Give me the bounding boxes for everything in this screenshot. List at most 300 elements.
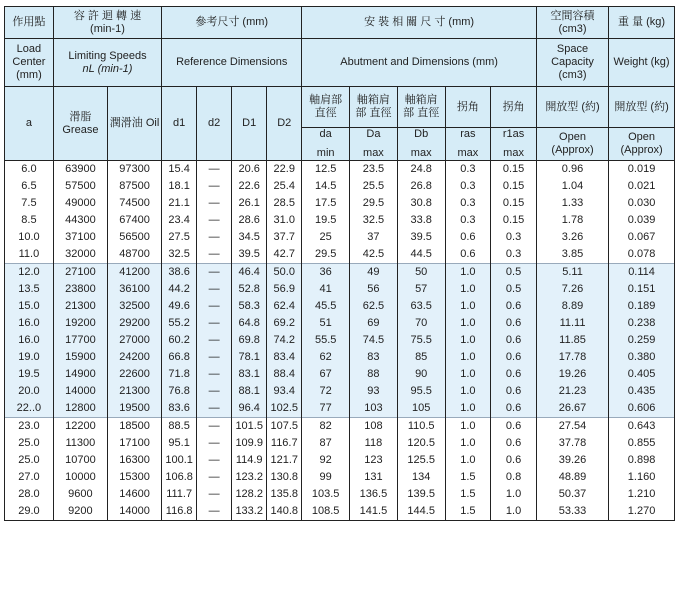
cell-a: 19.5 <box>5 366 54 383</box>
cell-D1: 128.2 <box>232 486 267 503</box>
cell-D2: 25.4 <box>267 178 302 195</box>
cell-oil: 22600 <box>107 366 161 383</box>
cell-D2: 135.8 <box>267 486 302 503</box>
col-header-space-cjk: 開放型 (約) <box>536 87 608 128</box>
cell-a: 6.0 <box>5 161 54 179</box>
table-row <box>5 452 675 469</box>
cell-weight: 0.435 <box>609 383 675 400</box>
cell-weight: 0.855 <box>609 435 675 452</box>
cell-d2: — <box>197 212 232 229</box>
cell-Db: 105 <box>397 400 445 418</box>
cell-Da: 42.5 <box>350 246 398 264</box>
cell-ras: 1.0 <box>445 366 491 383</box>
cell-grease: 12800 <box>53 400 107 418</box>
cell-da: 87 <box>302 435 350 452</box>
cell-da: 25 <box>302 229 350 246</box>
cell-r1as: 0.6 <box>491 298 537 315</box>
cell-da: 41 <box>302 281 350 298</box>
cell-r1as: 0.5 <box>491 281 537 298</box>
table-row <box>5 229 675 246</box>
cell-Da: 136.5 <box>350 486 398 503</box>
cell-Da: 29.5 <box>350 195 398 212</box>
cell-Db: 75.5 <box>397 332 445 349</box>
cell-weight: 0.380 <box>609 349 675 366</box>
cell-ras: 1.0 <box>445 281 491 298</box>
hdr-space-capacity-cjk: 空間容積 (cm3) <box>536 7 608 39</box>
cell-oil: 67400 <box>107 212 161 229</box>
col-header-r1as-cjk: 拐角 <box>491 87 537 128</box>
cell-Db: 44.5 <box>397 246 445 264</box>
cell-space: 8.89 <box>536 298 608 315</box>
cell-space: 39.26 <box>536 452 608 469</box>
cell-Da: 103 <box>350 400 398 418</box>
cell-space: 7.26 <box>536 281 608 298</box>
table-row <box>5 195 675 212</box>
cell-space: 1.33 <box>536 195 608 212</box>
bearing-spec-table-wrapper <box>4 6 675 521</box>
cell-Da: 118 <box>350 435 398 452</box>
cell-weight: 0.039 <box>609 212 675 229</box>
cell-space: 50.37 <box>536 486 608 503</box>
cell-ras: 0.3 <box>445 212 491 229</box>
col-header-r1as: r1as max <box>491 128 537 161</box>
cell-ras: 0.6 <box>445 246 491 264</box>
cell-a: 20.0 <box>5 383 54 400</box>
cell-ras: 1.0 <box>445 332 491 349</box>
cell-Db: 63.5 <box>397 298 445 315</box>
cell-da: 29.5 <box>302 246 350 264</box>
cell-D1: 58.3 <box>232 298 267 315</box>
cell-d2: — <box>197 503 232 521</box>
cell-a: 12.0 <box>5 264 54 282</box>
cell-a: 13.5 <box>5 281 54 298</box>
cell-Db: 144.5 <box>397 503 445 521</box>
cell-D2: 74.2 <box>267 332 302 349</box>
cell-d2: — <box>197 264 232 282</box>
cell-a: 16.0 <box>5 315 54 332</box>
cell-r1as: 0.3 <box>491 246 537 264</box>
cell-da: 51 <box>302 315 350 332</box>
cell-da: 108.5 <box>302 503 350 521</box>
cell-a: 16.0 <box>5 332 54 349</box>
cell-space: 53.33 <box>536 503 608 521</box>
cell-da: 99 <box>302 469 350 486</box>
cell-Db: 120.5 <box>397 435 445 452</box>
cell-grease: 17700 <box>53 332 107 349</box>
cell-r1as: 0.5 <box>491 264 537 282</box>
table-row <box>5 332 675 349</box>
cell-oil: 36100 <box>107 281 161 298</box>
cell-d2: — <box>197 452 232 469</box>
cell-Db: 134 <box>397 469 445 486</box>
cell-d2: — <box>197 246 232 264</box>
cell-D2: 140.8 <box>267 503 302 521</box>
cell-d1: 95.1 <box>162 435 197 452</box>
cell-space: 1.78 <box>536 212 608 229</box>
cell-grease: 10700 <box>53 452 107 469</box>
cell-space: 26.67 <box>536 400 608 418</box>
cell-weight: 0.238 <box>609 315 675 332</box>
cell-d2: — <box>197 332 232 349</box>
cell-r1as: 0.6 <box>491 349 537 366</box>
cell-d1: 49.6 <box>162 298 197 315</box>
cell-oil: 41200 <box>107 264 161 282</box>
cell-D2: 130.8 <box>267 469 302 486</box>
cell-d2: — <box>197 400 232 418</box>
cell-weight: 0.151 <box>609 281 675 298</box>
cell-D2: 31.0 <box>267 212 302 229</box>
table-row <box>5 264 675 282</box>
cell-weight: 0.114 <box>609 264 675 282</box>
cell-d2: — <box>197 298 232 315</box>
cell-ras: 0.3 <box>445 178 491 195</box>
cell-da: 45.5 <box>302 298 350 315</box>
hdr-limiting-speeds-en: Limiting Speeds nL (min-1) <box>53 39 161 87</box>
cell-D1: 28.6 <box>232 212 267 229</box>
col-header-D1: D1 <box>232 87 267 161</box>
cell-grease: 11300 <box>53 435 107 452</box>
cell-ras: 1.5 <box>445 503 491 521</box>
cell-Db: 70 <box>397 315 445 332</box>
cell-Da: 83 <box>350 349 398 366</box>
cell-Da: 93 <box>350 383 398 400</box>
cell-da: 17.5 <box>302 195 350 212</box>
cell-weight: 0.189 <box>609 298 675 315</box>
cell-r1as: 0.6 <box>491 418 537 436</box>
cell-Da: 74.5 <box>350 332 398 349</box>
col-header-D2: D2 <box>267 87 302 161</box>
cell-d1: 106.8 <box>162 469 197 486</box>
col-header-da-cjk: 軸肩部 直徑 <box>302 87 350 128</box>
cell-d1: 66.8 <box>162 349 197 366</box>
cell-r1as: 0.6 <box>491 332 537 349</box>
cell-r1as: 0.15 <box>491 195 537 212</box>
hdr-weight-en: Weight (kg) <box>609 39 675 87</box>
cell-a: 7.5 <box>5 195 54 212</box>
cell-grease: 44300 <box>53 212 107 229</box>
cell-r1as: 1.0 <box>491 503 537 521</box>
cell-space: 3.26 <box>536 229 608 246</box>
table-body <box>5 161 675 521</box>
cell-D1: 78.1 <box>232 349 267 366</box>
cell-space: 11.85 <box>536 332 608 349</box>
cell-oil: 14600 <box>107 486 161 503</box>
cell-r1as: 0.15 <box>491 212 537 229</box>
cell-D2: 56.9 <box>267 281 302 298</box>
cell-space: 11.11 <box>536 315 608 332</box>
cell-d2: — <box>197 383 232 400</box>
cell-ras: 1.0 <box>445 418 491 436</box>
cell-D1: 83.1 <box>232 366 267 383</box>
cell-Da: 123 <box>350 452 398 469</box>
cell-grease: 19200 <box>53 315 107 332</box>
cell-oil: 17100 <box>107 435 161 452</box>
table-row <box>5 212 675 229</box>
cell-d2: — <box>197 315 232 332</box>
hdr-load-center-cjk: 作用點 <box>5 7 54 39</box>
cell-D2: 50.0 <box>267 264 302 282</box>
cell-weight: 0.405 <box>609 366 675 383</box>
cell-da: 36 <box>302 264 350 282</box>
cell-da: 55.5 <box>302 332 350 349</box>
cell-ras: 1.0 <box>445 349 491 366</box>
cell-space: 21.23 <box>536 383 608 400</box>
cell-a: 23.0 <box>5 418 54 436</box>
cell-d1: 71.8 <box>162 366 197 383</box>
cell-weight: 1.270 <box>609 503 675 521</box>
cell-a: 28.0 <box>5 486 54 503</box>
cell-D2: 28.5 <box>267 195 302 212</box>
cell-grease: 12200 <box>53 418 107 436</box>
cell-d2: — <box>197 486 232 503</box>
cell-D1: 96.4 <box>232 400 267 418</box>
hdr-limiting-speeds-cjk: 容 許 迴 轉 速 (min-1) <box>53 7 161 39</box>
cell-r1as: 0.6 <box>491 435 537 452</box>
cell-Db: 90 <box>397 366 445 383</box>
col-header-oil: 潤滑油 Oil <box>107 87 161 161</box>
cell-oil: 19500 <box>107 400 161 418</box>
cell-grease: 63900 <box>53 161 107 179</box>
table-row <box>5 383 675 400</box>
cell-d1: 38.6 <box>162 264 197 282</box>
cell-r1as: 0.6 <box>491 366 537 383</box>
cell-D1: 64.8 <box>232 315 267 332</box>
cell-D1: 101.5 <box>232 418 267 436</box>
cell-ras: 1.5 <box>445 486 491 503</box>
table-row <box>5 281 675 298</box>
cell-space: 37.78 <box>536 435 608 452</box>
cell-D2: 83.4 <box>267 349 302 366</box>
cell-Da: 131 <box>350 469 398 486</box>
cell-grease: 15900 <box>53 349 107 366</box>
cell-D2: 37.7 <box>267 229 302 246</box>
cell-r1as: 0.3 <box>491 229 537 246</box>
cell-D1: 22.6 <box>232 178 267 195</box>
table-row <box>5 246 675 264</box>
cell-d1: 83.6 <box>162 400 197 418</box>
hdr-reference-dimensions-en: Reference Dimensions <box>162 39 302 87</box>
cell-grease: 32000 <box>53 246 107 264</box>
cell-Da: 88 <box>350 366 398 383</box>
cell-d1: 111.7 <box>162 486 197 503</box>
cell-oil: 14000 <box>107 503 161 521</box>
cell-r1as: 0.15 <box>491 178 537 195</box>
cell-d2: — <box>197 161 232 179</box>
cell-Db: 125.5 <box>397 452 445 469</box>
cell-Db: 110.5 <box>397 418 445 436</box>
cell-da: 103.5 <box>302 486 350 503</box>
table-row <box>5 435 675 452</box>
cell-da: 19.5 <box>302 212 350 229</box>
table-header <box>5 7 675 161</box>
cell-d1: 18.1 <box>162 178 197 195</box>
cell-d1: 88.5 <box>162 418 197 436</box>
cell-ras: 1.0 <box>445 400 491 418</box>
cell-a: 27.0 <box>5 469 54 486</box>
cell-D2: 88.4 <box>267 366 302 383</box>
cell-d2: — <box>197 281 232 298</box>
cell-D2: 121.7 <box>267 452 302 469</box>
cell-D2: 69.2 <box>267 315 302 332</box>
cell-Db: 26.8 <box>397 178 445 195</box>
cell-weight: 0.019 <box>609 161 675 179</box>
cell-D1: 88.1 <box>232 383 267 400</box>
cell-space: 17.78 <box>536 349 608 366</box>
cell-grease: 9200 <box>53 503 107 521</box>
cell-oil: 18500 <box>107 418 161 436</box>
cell-r1as: 0.8 <box>491 469 537 486</box>
table-row <box>5 161 675 179</box>
cell-d1: 100.1 <box>162 452 197 469</box>
cell-d2: — <box>197 469 232 486</box>
cell-D1: 69.8 <box>232 332 267 349</box>
cell-Db: 24.8 <box>397 161 445 179</box>
cell-D1: 123.2 <box>232 469 267 486</box>
table-row <box>5 298 675 315</box>
cell-oil: 29200 <box>107 315 161 332</box>
cell-oil: 48700 <box>107 246 161 264</box>
cell-a: 25.0 <box>5 452 54 469</box>
cell-a: 10.0 <box>5 229 54 246</box>
col-header-ras: ras max <box>445 128 491 161</box>
col-header-d1: d1 <box>162 87 197 161</box>
cell-ras: 0.3 <box>445 161 491 179</box>
col-header-Da-cjk: 軸箱肩 部 直徑 <box>350 87 398 128</box>
cell-a: 19.0 <box>5 349 54 366</box>
cell-ras: 0.6 <box>445 229 491 246</box>
cell-Da: 108 <box>350 418 398 436</box>
cell-weight: 0.021 <box>609 178 675 195</box>
cell-D1: 109.9 <box>232 435 267 452</box>
cell-oil: 56500 <box>107 229 161 246</box>
bearing-spec-table <box>4 6 675 521</box>
col-header-grease: 滑脂 Grease <box>53 87 107 161</box>
cell-space: 19.26 <box>536 366 608 383</box>
cell-grease: 10000 <box>53 469 107 486</box>
cell-grease: 23800 <box>53 281 107 298</box>
table-row <box>5 418 675 436</box>
cell-da: 14.5 <box>302 178 350 195</box>
cell-d2: — <box>197 178 232 195</box>
cell-d2: — <box>197 229 232 246</box>
cell-weight: 0.898 <box>609 452 675 469</box>
cell-weight: 0.643 <box>609 418 675 436</box>
cell-Da: 49 <box>350 264 398 282</box>
table-row <box>5 366 675 383</box>
cell-Db: 50 <box>397 264 445 282</box>
cell-da: 72 <box>302 383 350 400</box>
hdr-load-center-en: Load Center (mm) <box>5 39 54 87</box>
cell-r1as: 0.6 <box>491 383 537 400</box>
cell-a: 6.5 <box>5 178 54 195</box>
cell-r1as: 1.0 <box>491 486 537 503</box>
cell-oil: 32500 <box>107 298 161 315</box>
cell-weight: 0.030 <box>609 195 675 212</box>
table-row <box>5 503 675 521</box>
cell-Da: 62.5 <box>350 298 398 315</box>
col-header-Db: Db max <box>397 128 445 161</box>
col-header-a: a <box>5 87 54 161</box>
table-row <box>5 469 675 486</box>
cell-d1: 15.4 <box>162 161 197 179</box>
cell-d1: 60.2 <box>162 332 197 349</box>
cell-D2: 62.4 <box>267 298 302 315</box>
cell-da: 12.5 <box>302 161 350 179</box>
cell-D2: 93.4 <box>267 383 302 400</box>
col-header-space: Open (Approx) <box>536 128 608 161</box>
cell-r1as: 0.15 <box>491 161 537 179</box>
cell-ras: 1.5 <box>445 469 491 486</box>
cell-D2: 22.9 <box>267 161 302 179</box>
cell-Db: 57 <box>397 281 445 298</box>
hdr-space-capacity-en: Space Capacity (cm3) <box>536 39 608 87</box>
cell-d2: — <box>197 349 232 366</box>
cell-grease: 14900 <box>53 366 107 383</box>
header-row-english <box>5 39 675 87</box>
cell-d1: 21.1 <box>162 195 197 212</box>
col-header-da: da min <box>302 128 350 161</box>
cell-ras: 1.0 <box>445 264 491 282</box>
cell-d2: — <box>197 435 232 452</box>
cell-ras: 1.0 <box>445 452 491 469</box>
cell-r1as: 0.6 <box>491 400 537 418</box>
cell-r1as: 0.6 <box>491 452 537 469</box>
cell-space: 3.85 <box>536 246 608 264</box>
cell-ras: 0.3 <box>445 195 491 212</box>
cell-grease: 27100 <box>53 264 107 282</box>
cell-weight: 1.210 <box>609 486 675 503</box>
cell-grease: 14000 <box>53 383 107 400</box>
cell-space: 48.89 <box>536 469 608 486</box>
hdr-weight-cjk: 重 量 (kg) <box>609 7 675 39</box>
cell-D1: 133.2 <box>232 503 267 521</box>
cell-D2: 102.5 <box>267 400 302 418</box>
cell-Db: 85 <box>397 349 445 366</box>
cell-a: 25.0 <box>5 435 54 452</box>
cell-D2: 107.5 <box>267 418 302 436</box>
cell-a: 8.5 <box>5 212 54 229</box>
cell-D1: 26.1 <box>232 195 267 212</box>
cell-d1: 116.8 <box>162 503 197 521</box>
hdr-reference-dimensions-cjk: 參考尺寸 (mm) <box>162 7 302 39</box>
cell-d2: — <box>197 195 232 212</box>
cell-oil: 74500 <box>107 195 161 212</box>
cell-grease: 57500 <box>53 178 107 195</box>
cell-weight: 0.078 <box>609 246 675 264</box>
cell-Da: 23.5 <box>350 161 398 179</box>
col-header-Da: Da max <box>350 128 398 161</box>
cell-oil: 97300 <box>107 161 161 179</box>
cell-Db: 139.5 <box>397 486 445 503</box>
cell-space: 1.04 <box>536 178 608 195</box>
cell-oil: 21300 <box>107 383 161 400</box>
cell-da: 67 <box>302 366 350 383</box>
col-header-ras-cjk: 拐角 <box>445 87 491 128</box>
table-row <box>5 178 675 195</box>
cell-Da: 141.5 <box>350 503 398 521</box>
cell-d1: 32.5 <box>162 246 197 264</box>
cell-da: 82 <box>302 418 350 436</box>
col-header-Db-cjk: 軸箱肩 部 直徑 <box>397 87 445 128</box>
cell-ras: 1.0 <box>445 315 491 332</box>
cell-Da: 25.5 <box>350 178 398 195</box>
table-row <box>5 400 675 418</box>
cell-da: 62 <box>302 349 350 366</box>
cell-a: 15.0 <box>5 298 54 315</box>
col-header-d2: d2 <box>197 87 232 161</box>
cell-D2: 116.7 <box>267 435 302 452</box>
header-row-subcolumns <box>5 87 675 128</box>
